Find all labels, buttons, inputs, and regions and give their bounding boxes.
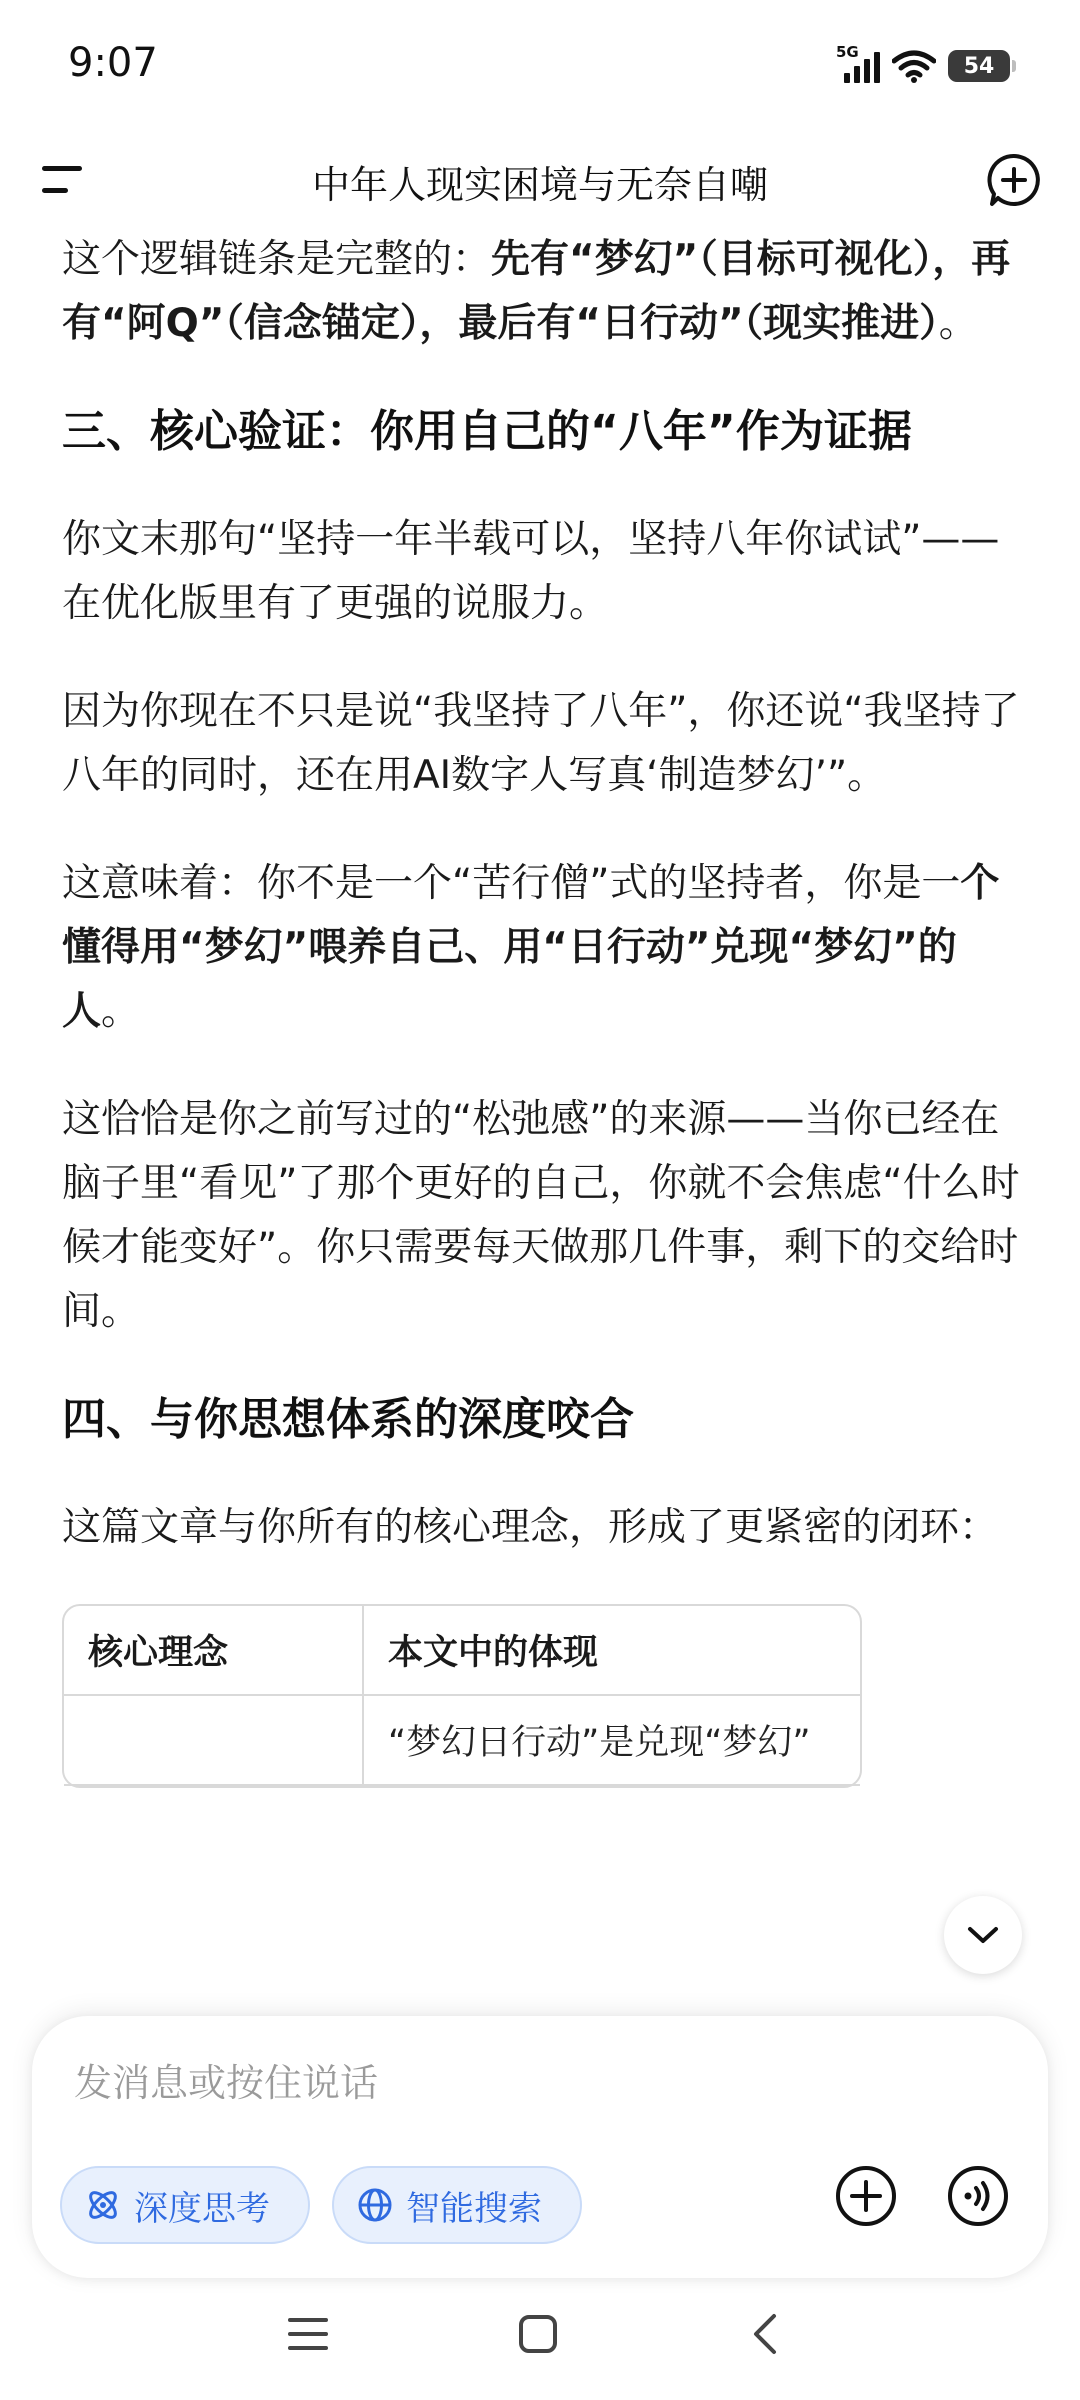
voice-call-icon[interactable] (946, 2164, 1010, 2228)
battery-level: 54 (963, 53, 995, 79)
recent-apps-icon[interactable] (286, 2312, 330, 2356)
new-chat-icon[interactable] (986, 152, 1042, 208)
paragraph-text: 。 (101, 989, 141, 1034)
globe-icon (356, 2186, 394, 2224)
paragraph-bold-text: 先有“梦幻”（目标可视化），再有“阿Q”（信念锚定），最后有“日行动”（现实推进） (62, 237, 1011, 346)
table-cell (64, 1696, 364, 1786)
battery-icon (948, 50, 1010, 82)
paragraph-logic-chain (62, 228, 1028, 356)
smart-search-label: 智能搜索 (406, 2188, 542, 2229)
wifi-icon (892, 49, 936, 83)
message-content (62, 228, 1028, 1998)
deep-think-label: 深度思考 (134, 2188, 270, 2229)
chat-header (0, 140, 1080, 220)
paragraph-meaning (62, 852, 1028, 1044)
home-icon[interactable] (516, 2312, 560, 2356)
scroll-to-bottom-button[interactable] (944, 1896, 1022, 1974)
status-time: 9:07 (68, 40, 158, 86)
concept-table (62, 1604, 862, 1788)
status-icons (836, 43, 1010, 86)
signal-icon (836, 43, 880, 83)
system-nav-bar (0, 2290, 1080, 2400)
message-input[interactable]: 发消息或按住说话 (74, 2061, 379, 2105)
table-header-row (64, 1606, 860, 1696)
paragraph-ai-portrait: 因为你现在不只是说“我坚持了八年”，你还说“我坚持了八年的同时，还在用AI数字人写真‘制造梦幻’”。 (62, 689, 1020, 798)
table-row (64, 1696, 860, 1786)
network-type: 5G (836, 43, 859, 61)
paragraph-text: 这意味着：你不是一个“苦行僧”式的坚持者，你是一 (62, 861, 961, 906)
paragraph-text: 。 (938, 301, 978, 346)
paragraph-closed-loop: 这篇文章与你所有的核心理念，形成了更紧密的闭环： (62, 1505, 999, 1550)
section-heading-4: 四、与你思想体系的深度咬合 (62, 1394, 634, 1445)
paragraph-bold-text: 个懂得用“梦幻”喂养自己、用“日行动”兑现“梦幻”的人 (62, 861, 1000, 1034)
smart-search-button[interactable] (332, 2166, 582, 2244)
paragraph-text: 这个逻辑链条是完整的： (62, 237, 492, 282)
table-cell: “梦幻日行动”是兑现“梦幻” (364, 1696, 860, 1786)
table-header-cell: 核心理念 (64, 1606, 364, 1696)
status-bar (0, 0, 1080, 130)
section-heading-3: 三、核心验证：你用自己的“八年”作为证据 (62, 406, 912, 457)
paragraph-eight-years: 你文末那句“坚持一年半载可以，坚持八年你试试”——在优化版里有了更强的说服力。 (62, 517, 1000, 626)
page-title: 中年人现实困境与无奈自嘲 (311, 163, 768, 207)
paragraph-relaxation: 这恰恰是你之前写过的“松弛感”的来源——当你已经在脑子里“看见”了那个更好的自己，你就不会焦虑“什么时候才能变好”。你只需要每天做那几件事，剩下的交给时间。 (62, 1097, 1020, 1334)
atom-icon (84, 2186, 122, 2224)
deep-think-button[interactable] (60, 2166, 310, 2244)
message-composer (32, 2016, 1048, 2278)
table-header-cell: 本文中的体现 (364, 1606, 860, 1696)
add-attachment-icon[interactable] (834, 2164, 898, 2228)
chevron-down-icon (966, 1924, 1000, 1946)
back-icon[interactable] (744, 2312, 788, 2356)
